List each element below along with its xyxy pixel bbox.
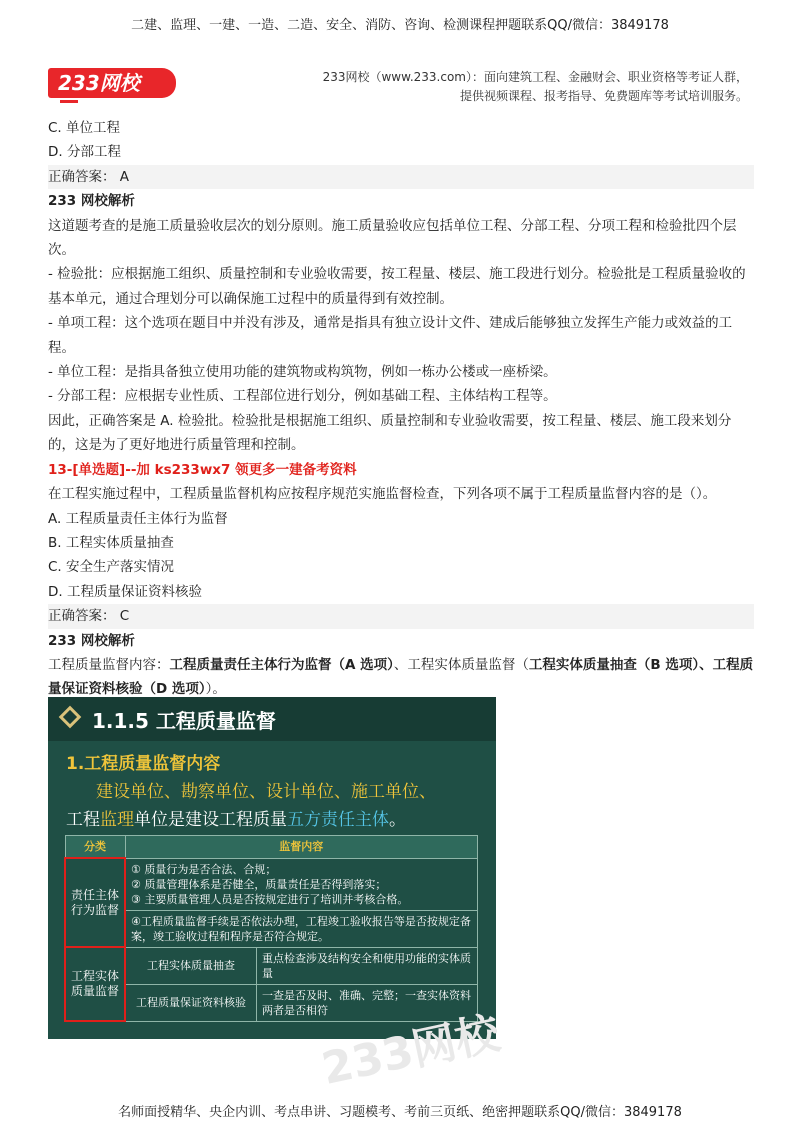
q13-option-b: B. 工程实体质量抽查	[48, 534, 174, 551]
cell-desc-2b: 一查是否及时、准确、完整；一查实体资料两者是否相符	[257, 984, 478, 1021]
q13-analysis-part2: 、工程实体质量监督（	[393, 656, 529, 673]
q12-analysis-p4: - 单位工程：是指具备独立使用功能的建筑物或构筑物，例如一栋办公楼或一座桥梁。	[48, 364, 557, 381]
cell-item-2a: 工程实体质量抽查	[125, 947, 257, 984]
q13-analysis-part1: 工程质量监督内容：	[48, 656, 170, 673]
q12-option-c: C. 单位工程	[48, 120, 121, 136]
row1-line-2: ② 质量管理体系是否健全，质量责任是否得到落实；	[131, 877, 387, 891]
slide-header	[48, 697, 496, 741]
top-banner: 二建、监理、一建、一造、二造、安全、消防、咨询、检测课程押题联系QQ/微信：3849178	[131, 18, 669, 33]
row1-line-1: ① 质量行为是否合法、合规；	[131, 862, 277, 876]
brand-logo: 233网校	[48, 68, 176, 98]
document-body	[48, 116, 754, 702]
q12-analysis-title: 233 网校解析	[48, 193, 135, 210]
q13-option-a: A. 工程质量责任主体行为监督	[48, 510, 228, 527]
cell-content-1b: ④工程质量监督手续是否依法办理，工程竣工验收报告等是否按规定备案，竣工验收过程和程序是否符合规定。	[125, 910, 478, 947]
table-row	[65, 910, 478, 947]
lecture-slide-image	[48, 697, 496, 1039]
table-row	[65, 947, 478, 984]
tagline-line-2: 提供视频课程、报考指导、免费题库等考试培训服务。	[459, 89, 748, 103]
row1-line-3: ③ 主要质量管理人员是否按规定进行了培训并考核合格。	[131, 892, 409, 906]
entity-design: 设计单位、	[266, 782, 351, 802]
q13-option-c: C. 安全生产落实情况	[48, 559, 175, 576]
slide-line-2	[66, 805, 406, 830]
watermark-logo: 233网校	[317, 1007, 505, 1096]
entity-survey: 勘察单位、	[181, 782, 266, 802]
q13-analysis-title: 233 网校解析	[48, 632, 135, 649]
q13-heading: 13-[单选题]--加 ks233wx7 领更多一建备考资料	[48, 461, 357, 478]
page-header	[48, 64, 752, 110]
l2-b: 监理	[100, 810, 134, 830]
q13-analysis-part3: ）。	[205, 681, 226, 698]
header-tagline	[323, 68, 748, 106]
slide-title: 1.1.5 工程质量监督	[92, 709, 276, 733]
table-header-row	[65, 836, 478, 859]
l2-a: 工程	[66, 810, 100, 830]
l2-e: 。	[389, 810, 406, 830]
th-category: 分类	[65, 836, 125, 859]
cell-desc-2a: 重点检查涉及结构安全和使用功能的实体质量	[257, 947, 478, 984]
q13-stem: 在工程实施过程中，工程质量监督机构应按程序规范实施监督检查，下列各项不属于工程质量监督内容的是（）。	[48, 486, 717, 503]
l2-c: 单位是建设工程质量	[134, 810, 287, 830]
tagline-line-1: 233网校（www.233.com）：面向建筑工程、金融财会、职业资格等考证人群，	[322, 70, 748, 84]
diamond-icon	[59, 706, 82, 729]
table-row	[65, 858, 478, 910]
q12-option-d: D. 分部工程	[48, 144, 121, 161]
l2-d: 五方责任主体	[287, 810, 389, 830]
q12-analysis-p1: 这道题考查的是施工质量验收层次的划分原则。施工质量验收应包括单位工程、分部工程、分项工程和检验批四个层次。	[48, 217, 737, 259]
q13-analysis-text	[48, 653, 754, 702]
q13-analysis-bold1: 工程质量责任主体行为监督（A 选项）	[169, 656, 394, 673]
cell-item-2b: 工程质量保证资料核验	[125, 984, 257, 1021]
q12-analysis-p3: - 单项工程：这个选项在题目中并没有涉及，通常是指具有独立设计文件、建成后能够独立发挥生产能力或效益的工程。	[48, 315, 733, 356]
slide-line-1	[96, 777, 436, 802]
cell-category-2: 工程实体质量监督	[65, 947, 125, 1021]
q12-analysis-p2: - 检验批：应根据施工组织、质量控制和专业验收需要，按工程量、楼层、施工段进行划分。检验批是工程质量验收的基本单元，通过合理划分可以确保施工过程中的质量得到有效控制。	[48, 266, 746, 307]
slide-subtitle: 1.工程质量监督内容	[66, 754, 221, 774]
q12-answer: 正确答案： A	[48, 165, 754, 189]
q13-analysis-bold2: 工程实体质量抽查（B 选项）、工程质量保证资料核验（D 选项）	[48, 656, 754, 698]
q13-answer: 正确答案： C	[48, 604, 754, 628]
q12-analysis-p5: - 分部工程：应根据专业性质、工程部位进行划分，例如基础工程、主体结构工程等。	[48, 388, 557, 405]
cell-category-1: 责任主体行为监督	[65, 858, 125, 947]
q12-analysis-p6: 因此，正确答案是 A. 检验批。检验批是根据施工组织、质量控制和专业验收需要，按工程量、楼层、施工段来划分的，这是为了更好地进行质量管理和控制。	[48, 412, 732, 454]
entity-construction: 施工单位、	[351, 782, 436, 802]
cell-content-1a	[125, 858, 478, 910]
logo-underline	[60, 100, 78, 103]
th-content: 监督内容	[125, 836, 478, 859]
supervision-table	[64, 835, 478, 1022]
q13-option-d: D. 工程质量保证资料核验	[48, 583, 202, 600]
footer-banner: 名师面授精华、央企内训、考点串讲、习题模考、考前三页纸、绝密押题联系QQ/微信：3849178	[118, 1105, 682, 1120]
entity-builder: 建设单位、	[96, 782, 181, 802]
